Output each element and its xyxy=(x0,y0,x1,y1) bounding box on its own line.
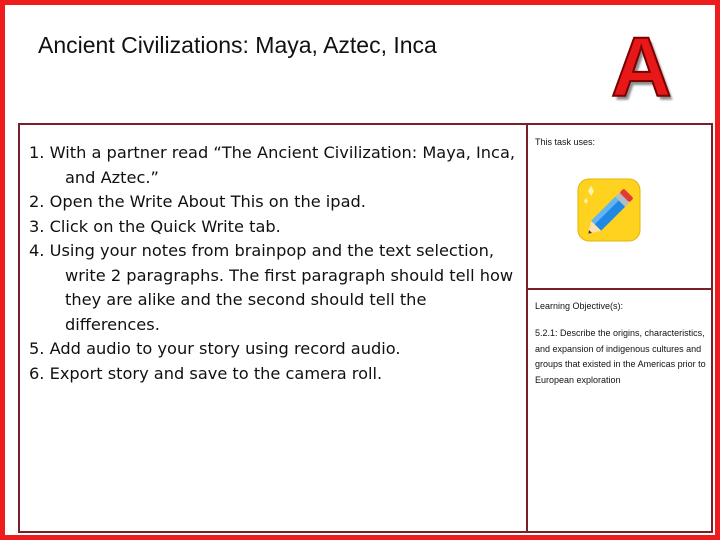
step-item: 4. Using your notes from brainpop and the text selection, write 2 paragraphs. The first paragraph should tell how they are alike and the second should tell the differences. xyxy=(29,241,514,334)
learning-objective-label: Learning Objective(s): xyxy=(535,301,624,311)
task-uses-label: This task uses: xyxy=(535,137,596,147)
step-item: 6. Export story and save to the camera roll. xyxy=(29,363,383,383)
steps-list xyxy=(29,141,519,386)
page-title: Ancient Civilizations: Maya, Aztec, Inca xyxy=(38,32,437,58)
learning-objective-text: 5.2.1: Describe the origins, characteristics, and expansion of indigenous cultures and groups that existed in the Americas prior to European exploration xyxy=(535,328,706,385)
instructions-panel xyxy=(18,123,528,533)
step-item: 1. With a partner read “The Ancient Civilization: Maya, Inca, and Aztec.” xyxy=(29,143,516,187)
learning-objective-panel xyxy=(526,288,713,533)
pencil-icon xyxy=(576,175,646,245)
step-item: 2. Open the Write About This on the ipad. xyxy=(29,192,366,211)
step-item: 5. Add audio to your story using record audio. xyxy=(29,339,401,358)
task-uses-panel xyxy=(526,123,713,290)
grade-badge: A xyxy=(611,20,672,114)
step-item: 3. Click on the Quick Write tab. xyxy=(29,216,281,236)
